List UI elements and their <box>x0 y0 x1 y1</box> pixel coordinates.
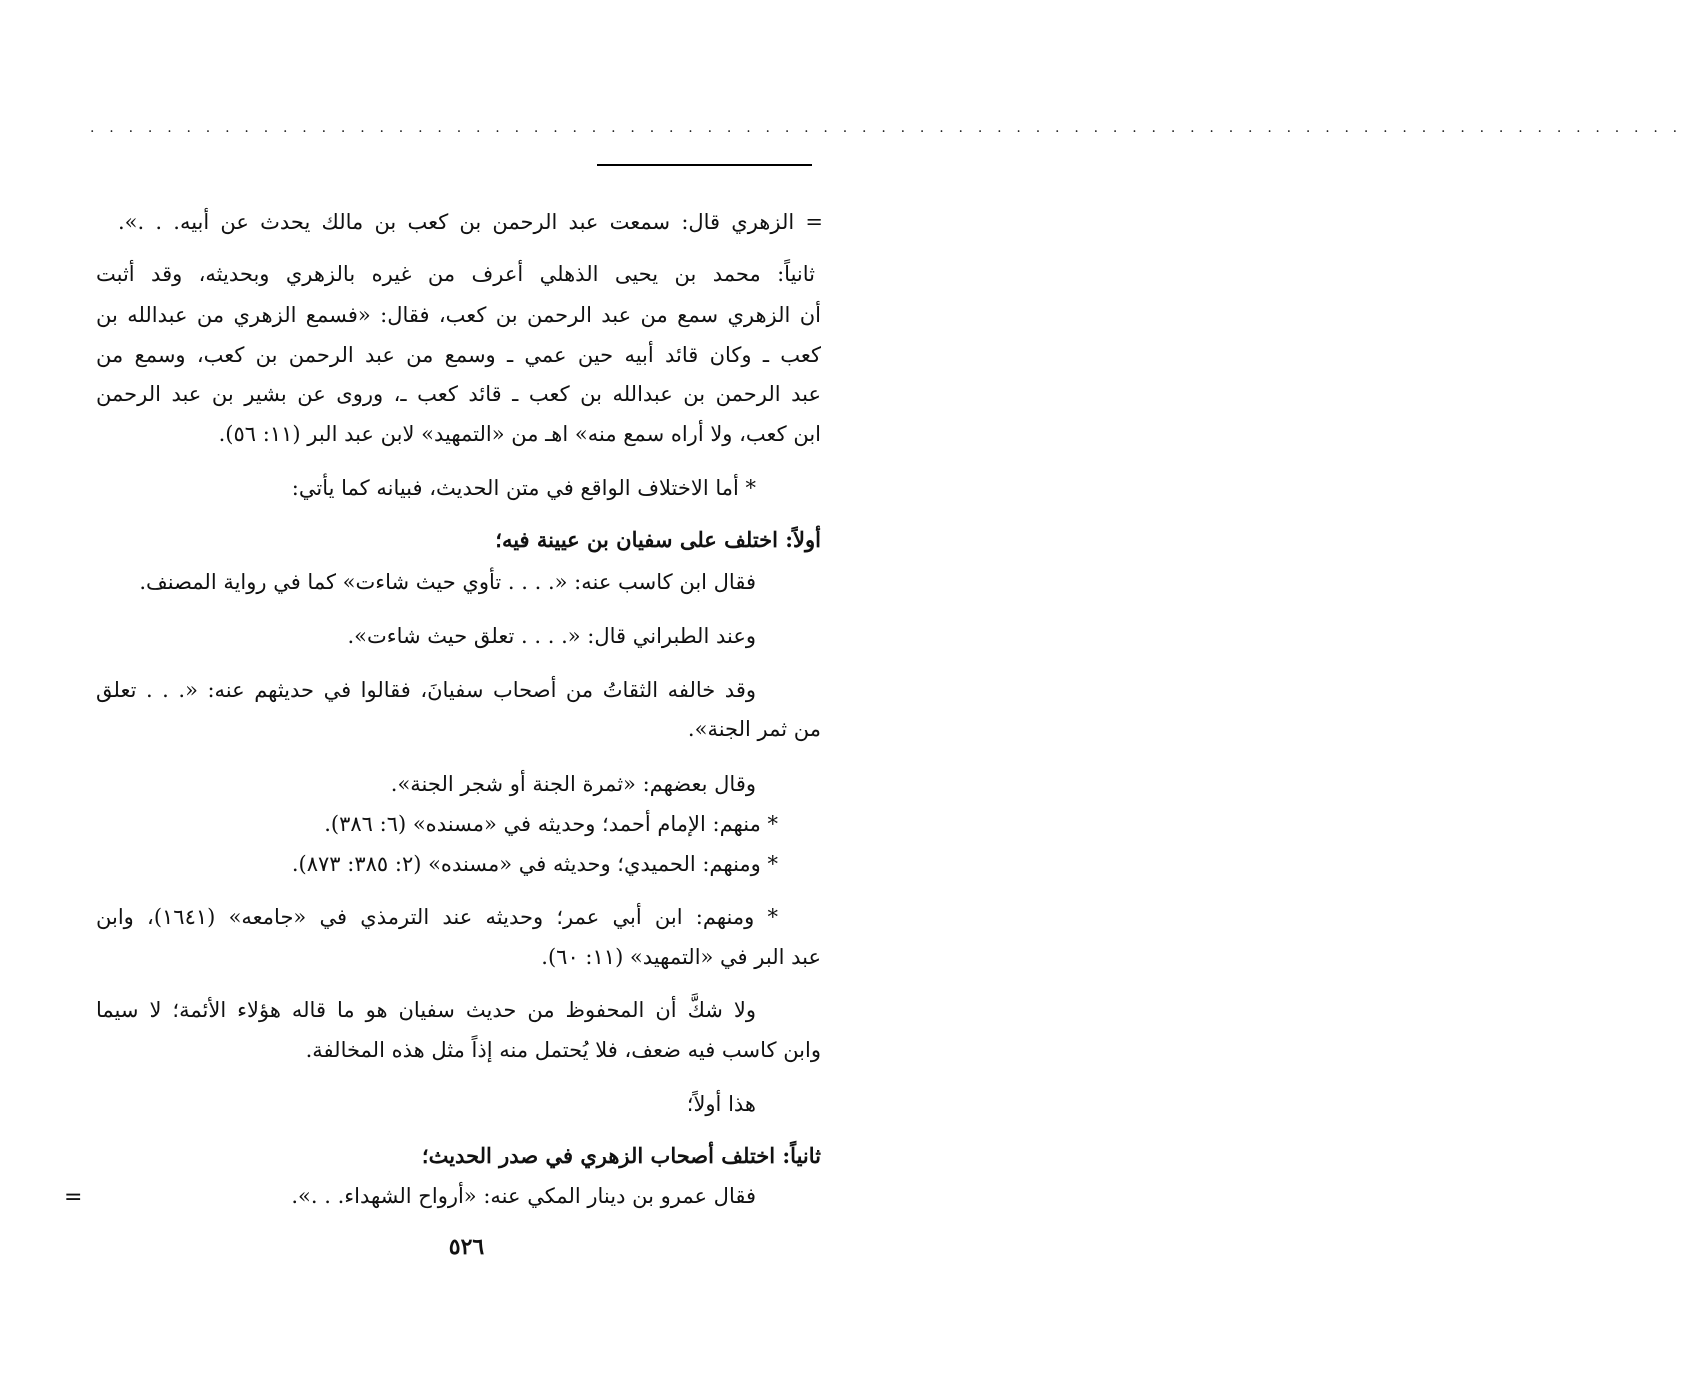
ahmad-line: * منهم: الإمام أحمد؛ وحديثه في «مسنده» (٦: ٣٨٦). <box>324 812 778 836</box>
page-number: ٥٢٦ <box>448 1234 485 1260</box>
para-thaniyan-line-5: ابن كعب، ولا أراه سمع منه» اهـ من «التمهيد» لابن عبد البر (١١: ٥٦). <box>218 422 821 446</box>
la-shakk-line-1: ولا شكَّ أن المحفوظ من حديث سفيان هو ما قاله هؤلاء الأئمة؛ لا سيما <box>96 998 756 1022</box>
ikhtilaf-intro: * أما الاختلاف الواقع في متن الحديث، فبيانه كما يأتي: <box>291 476 756 500</box>
ibn-abi-umar-line-2: عبد البر في «التمهيد» (١١: ٦٠). <box>541 945 821 969</box>
para-thaniyan-line-4: عبد الرحمن بن عبدالله بن كعب ـ قائد كعب ـ، وروى عن بشير بن عبد الرحمن <box>96 382 821 406</box>
ibn-kasib-line: فقال ابن كاسب عنه: «. . . . تأوي حيث شاءت» كما في رواية المصنف. <box>139 570 756 594</box>
awwalan-heading: أولاً: اختلف على سفيان بن عيينة فيه؛ <box>495 527 821 552</box>
hadha-awwalan: هذا أولاً؛ <box>686 1092 756 1116</box>
footnote-rule <box>597 164 812 166</box>
para-thaniyan-line-3: كعب ـ وكان قائد أبيه حين عمي ـ وسمع من عبد الرحمن بن كعب، وسمع من <box>96 343 821 367</box>
la-shakk-line-2: وابن كاسب فيه ضعف، فلا يُحتمل منه إذاً مثل هذه المخالفة. <box>305 1038 821 1062</box>
humaydi-line: * ومنهم: الحميدي؛ وحديثه في «مسنده» (٢: ٣٨٥: ٨٧٣). <box>291 852 778 876</box>
continuation-equals-mark: = <box>64 1185 83 1210</box>
ibn-abi-umar-line-1: * ومنهم: ابن أبي عمر؛ وحديثه عند الترمذي في «جامعه» (١٦٤١)، وابن <box>96 905 778 929</box>
amr-ibn-dinar-line: فقال عمرو بن دينار المكي عنه: «أرواح الشهداء. . .». <box>291 1184 756 1208</box>
khalafahu-line-1: وقد خالفه الثقاتُ من أصحاب سفيانَ، فقالوا في حديثهم عنه: «. . . تعلق <box>96 678 756 702</box>
tabarani-line: وعند الطبراني قال: «. . . . تعلق حيث شاءت». <box>347 624 756 648</box>
thaniyan-heading: ثانياً: اختلف أصحاب الزهري في صدر الحديث؛ <box>421 1143 821 1168</box>
para-thaniyan-line-1: ثانياً: محمد بن يحيى الذهلي أعرف من غيره بالزهري وبحديثه، وقد أثبت <box>96 262 815 286</box>
badhuhum-line: وقال بعضهم: «ثمرة الجنة أو شجر الجنة». <box>390 772 756 796</box>
khalafahu-line-2: من ثمر الجنة». <box>687 717 821 741</box>
para-thaniyan-line-2: أن الزهري سمع من عبد الرحمن بن كعب، فقال: «فسمع الزهري من عبدالله بن <box>96 303 821 327</box>
separator-dots: . . . . . . . . . . . . . . . . . . . . . . . . . . . . . . . . . . . . . . . . . . . . . . . . . . . . . . . . . . . . . . . . . . . . . . . . . . . . . . . . . . . <box>90 120 1682 136</box>
footnote-line: = الزهري قال: سمعت عبد الرحمن بن كعب بن مالك يحدث عن أبيه. . .». <box>118 210 823 234</box>
